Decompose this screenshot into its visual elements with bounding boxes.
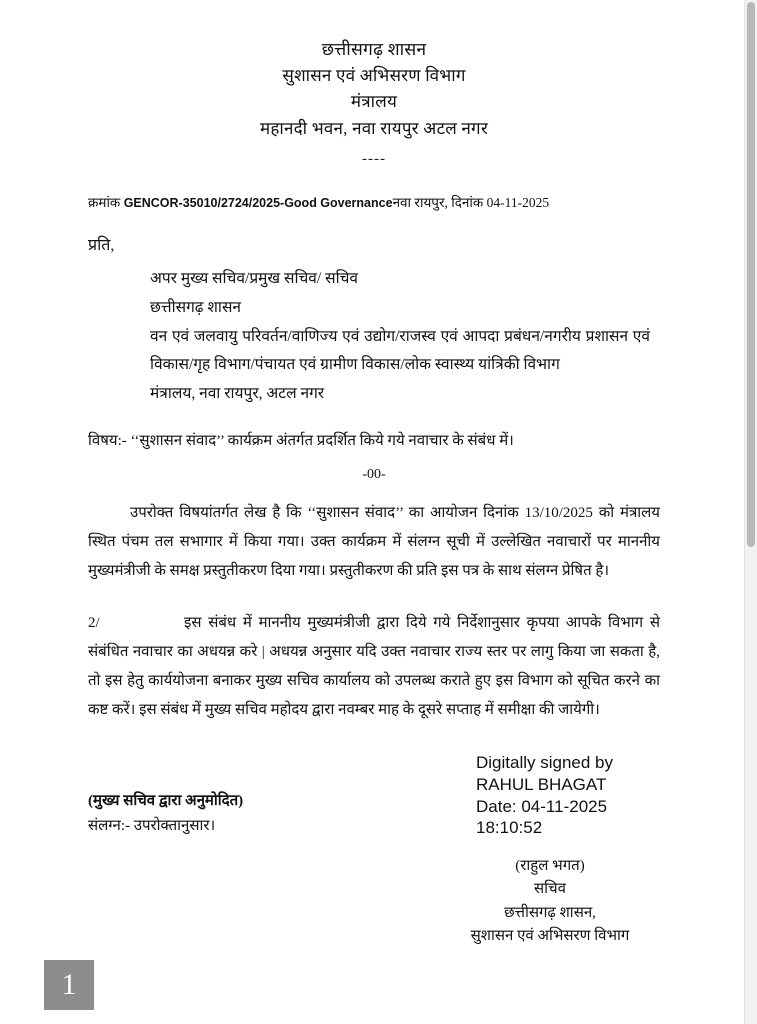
digital-signature-block [476, 752, 613, 839]
letterhead-line-2: सुशासन एवं अभिसरण विभाग [282, 66, 466, 86]
digital-signature-line-4: 18:10:52 [476, 818, 543, 838]
addressee-line-4: मंत्रालय, नवा रायपुर, अटल नगर [150, 385, 325, 403]
page-number-badge: 1 [44, 960, 94, 1010]
memo-date: 04-11-2025 [486, 195, 550, 211]
addressee-block [150, 265, 650, 408]
signer-government: छत्तीसगढ़ शासन, [504, 904, 596, 921]
digital-signature-line-1: Digitally signed by [476, 753, 614, 772]
addressee-line-3: वन एवं जलवायु परिवर्तन/वाणिज्य एवं उद्योग/राजस्व एवं आपदा प्रबंधन/नगरीय प्रशासन एवं विकास/गृह विभाग/पंचायत एवं ग्रामीण विकास/लोक स्वास्थ्य यांत्रिकी विभाग [150, 327, 650, 374]
enclosure-note: संलग्न:- उपरोक्तानुसार। [88, 818, 216, 834]
signer-designation: सचिव [534, 881, 566, 898]
letterhead-line-4: महानदी भवन, नवा रायपुर अटल नगर [260, 118, 488, 138]
digital-signature-line-2: RAHUL BHAGAT [476, 774, 607, 794]
subject-line: विषय:- ‘‘सुशासन संवाद’’ कार्यक्रम अंतर्गत प्रदर्शित किये गये नवाचार के संबंध में। [88, 432, 514, 449]
scrollbar-thumb[interactable] [747, 2, 755, 547]
document-body [88, 36, 660, 726]
paragraph-2-marker: 2/ [88, 614, 100, 631]
signer-block [400, 855, 700, 948]
letterhead [88, 36, 660, 171]
paragraph-2 [88, 609, 660, 726]
memo-place: नवा रायपुर, दिनांक [392, 195, 487, 211]
memo-reference-line [88, 193, 660, 211]
paragraph-2-text: इस संबंध में माननीय मुख्यमंत्रीजी द्वारा दिये गये निर्देशानुसार कृपया आपके विभाग से संबंधित नवाचार का अधयन्न करे | अधयन्न अनुसार यदि उक्त नवाचार राज्य स्तर पर लागु किया जा सकता है, तो इस हेतु कार्ययोजना बनाकर मुख्य सचिव कार्यालय को उपलब्ध कराते हुए इस विभाग को सूचित करने का कष्ट करें। इस संबंध में मुख्य सचिव महोदय द्वारा नवम्बर माह के दूसरे सप्ताह में समीक्षा की जायेगी। [88, 614, 660, 719]
salutation: प्रति, [88, 237, 115, 255]
letterhead-line-3: मंत्रालय [350, 92, 398, 112]
memo-number: GENCOR-35010/2724/2025-Good Governance [123, 196, 393, 211]
paragraph-1: उपरोक्त विषयांतर्गत लेख है कि ‘‘सुशासन संवाद’’ का आयोजन दिनांक 13/10/2025 को मंत्रालय स्थित पंचम तल सभागार में किया गया। उक्त कार्यक्रम में संलग्न सूची में उल्लेखित नवाचारों पर माननीय मुख्यमंत्रीजी के समक्ष प्रस्तुतीकरण दिया गया। प्रस्तुतीकरण की प्रति इस पत्र के साथ संलग्न प्रेषित है। [88, 504, 660, 580]
letterhead-line-1: छत्तीसगढ़ शासन [321, 39, 427, 59]
signer-name: (राहुल भगत) [515, 858, 585, 874]
signer-department: सुशासन एवं अभिसरण विभाग [470, 927, 630, 944]
letterhead-divider: ---- [362, 151, 386, 168]
vertical-scrollbar[interactable] [744, 0, 757, 1024]
digital-signature-line-3: Date: 04-11-2025 [476, 796, 608, 816]
memo-prefix: क्रमांक [88, 195, 124, 211]
addressee-line-1: अपर मुख्य सचिव/प्रमुख सचिव/ सचिव [150, 270, 359, 288]
approved-by-note: (मुख्य सचिव द्वारा अनुमोदित) [88, 793, 244, 809]
addressee-line-2: छत्तीसगढ़ शासन [150, 299, 242, 317]
section-separator: -00- [362, 466, 386, 482]
